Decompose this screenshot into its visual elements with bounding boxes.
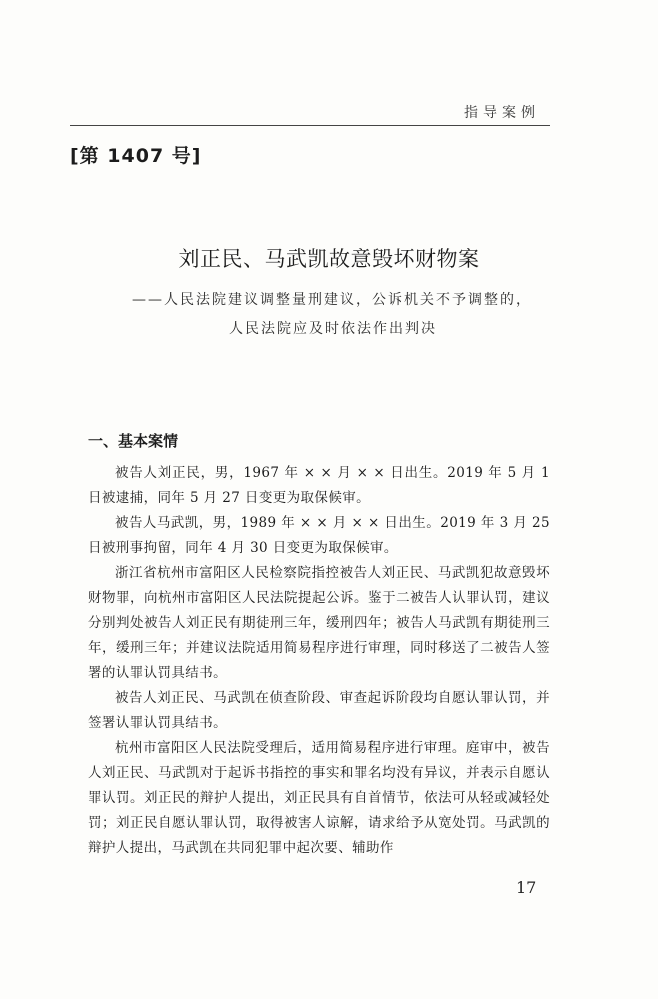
header-divider [70,125,550,126]
body-text [88,461,550,861]
page-number: 17 [516,878,537,897]
case-subtitle-line-1: ——人民法院建议调整量刑建议，公诉机关不予调整的， [132,292,532,308]
paragraph: 被告人马武凯，男，1989 年 × × 月 × × 日出生。2019 年 3 月 25 日被刑事拘留，同年 4 月 30 日变更为取保候审。 [88,515,550,556]
case-title: 刘正民、马武凯故意毁坏财物案 [178,247,480,271]
running-header: 指导案例 [464,105,540,121]
case-subtitle-line-2: 人民法院应及时依法作出判决 [229,321,437,337]
paragraph: 浙江省杭州市富阳区人民检察院指控被告人刘正民、马武凯犯故意毁坏财物罪，向杭州市富阳区人民法院提起公诉。鉴于二被告人认罪认罚，建议分别判处被告人刘正民有期徒刑三年，缓刑四年；被告人马武凯有期徒刑三年，缓刑三年；并建议法院适用简易程序进行审理，同时移送了二被告人签署的认罪认罚具结书。 [88,565,550,681]
paragraph: 杭州市富阳区人民法院受理后，适用简易程序进行审理。庭审中，被告人刘正民、马武凯对于起诉书指控的事实和罪名均没有异议，并表示自愿认罪认罚。刘正民的辩护人提出，刘正民具有自首情节，依法可从轻或减轻处罚；刘正民自愿认罪认罚，取得被害人谅解，请求给予从宽处罚。马武凯的辩护人提出，马武凯在共同犯罪中起次要、辅助作 [88,740,550,856]
paragraph: 被告人刘正民、马武凯在侦查阶段、审查起诉阶段均自愿认罪认罚，并签署认罪认罚具结书。 [88,690,550,731]
section-heading: 一、基本案情 [88,432,179,450]
paragraph: 被告人刘正民，男，1967 年 × × 月 × × 日出生。2019 年 5 月 1 日被逮捕，同年 5 月 27 日变更为取保候审。 [88,465,550,506]
case-number: [第 1407 号] [70,145,202,167]
